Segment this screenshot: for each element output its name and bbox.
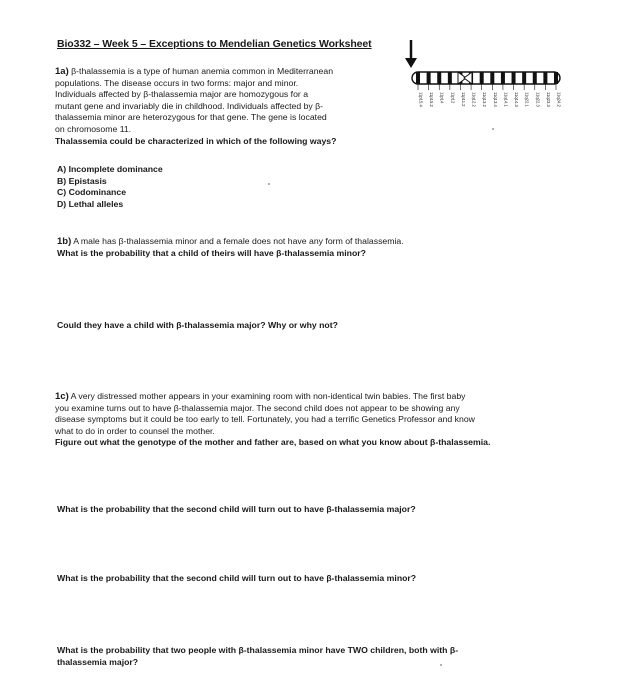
band-label: 11p11.2 (460, 92, 466, 107)
chromosome-band (512, 72, 516, 84)
question-1a-line: populations. The disease occurs in two forms: major and minor. (55, 77, 299, 88)
question-number: 1c) (55, 391, 69, 402)
scan-speck (440, 664, 442, 666)
band-label: 11q14.3 (514, 92, 520, 107)
question-1c-line: disease symptoms but it could be too early to tell. Fortunately, you had a terrific Genetics Professor and know (55, 414, 475, 425)
question-second-child-major: What is the probability that the second child will turn out to have β-thalassemia major? (57, 504, 416, 514)
band-label: 11p14 (439, 92, 445, 104)
question-1c-prompt: Figure out what the genotype of the mother and father are, based on what you know about β-thalassemia. (55, 437, 491, 448)
question-1c-line: 1c) A very distressed mother appears in your examining room with non-identical twin babies. The first baby (55, 391, 466, 402)
question-1a-line: 1a) β-thalassemia is a type of human anemia common in Mediterranean (55, 66, 334, 77)
answer-options (57, 164, 163, 210)
page-title: Bio332 – Week 5 – Exceptions to Mendelian Genetics Worksheet (57, 38, 372, 50)
question-1b-prompt: What is the probability that a child of theirs will have β-thalassemia minor? (57, 247, 366, 258)
question-two-children-line: What is the probability that two people with β-thalassemia minor have TWO children, both with β- (57, 645, 459, 655)
question-1a-prompt: Thalassemia could be characterized in which of the following ways? (55, 135, 337, 146)
band-label: 11q22.3 (535, 92, 541, 107)
option-d[interactable]: D) Lethal alleles (57, 198, 124, 209)
arrow-down-icon (405, 40, 417, 68)
question-second-child-minor: What is the probability that the second child will turn out to have β-thalassemia minor? (57, 573, 417, 583)
chromosome-body (412, 72, 560, 84)
question-1b (57, 236, 404, 259)
scan-speck (492, 128, 494, 130)
chromosome-band (501, 72, 505, 84)
chromosome-band (448, 72, 452, 84)
band-label: 11p15.4 (418, 92, 424, 107)
band-label: 11q22.1 (524, 92, 530, 107)
question-1a-line: thalassemia minor are heterozygous for that gene. The gene is located (55, 112, 327, 123)
band-label: 11q12.2 (471, 92, 477, 107)
question-two-children (57, 645, 458, 668)
question-1a (55, 66, 400, 147)
question-number: 1b) (57, 236, 72, 247)
chromosome-band (533, 72, 537, 84)
question-1a-line: mutant gene and invariably die in childhood. Individuals affected by β- (55, 100, 324, 111)
band-label: 11q13.4 (492, 92, 498, 107)
question-1c (55, 391, 490, 449)
chromosome-band (554, 72, 558, 84)
scan-speck (268, 183, 270, 185)
band-label: 11p15.2 (429, 92, 435, 107)
question-1b-followup: Could they have a child with β-thalassemia major? Why or why not? (57, 320, 338, 330)
band-label: 11q13.2 (482, 92, 488, 107)
chromosome-band (543, 72, 547, 84)
band-label: 11q14.1 (503, 92, 509, 107)
band-label: 11q24.2 (556, 92, 562, 107)
chromosome-band (416, 72, 420, 84)
option-a[interactable]: A) Incomplete dominance (57, 164, 163, 174)
band-label: 11q23.3 (545, 92, 551, 107)
question-two-children-line: thalassemia major? (57, 656, 139, 667)
chromosome-band (427, 72, 431, 84)
chromosome-11-ideogram (400, 38, 570, 128)
question-1a-line: Individuals affected by β-thalassemia major are homozygous for a (55, 89, 309, 100)
chromosome-band (490, 72, 494, 84)
option-c[interactable]: C) Codominance (57, 187, 127, 198)
question-1c-line: what to do in order to counsel the mother. (55, 425, 215, 436)
question-number: 1a) (55, 66, 69, 77)
question-1b-line: 1b) A male has β-thalassemia minor and a female does not have any form of thalassemia. (57, 236, 404, 247)
chromosome-band (480, 72, 484, 84)
chromosome-band (522, 72, 526, 84)
option-b[interactable]: B) Epistasis (57, 175, 107, 186)
question-1c-line: you examine turns out to have β-thalassemia major. The second child does not appear to be showing any (55, 402, 460, 413)
chromosome-band (437, 72, 441, 84)
question-1a-line: on chromosome 11. (55, 123, 132, 134)
band-label: 11p12 (450, 92, 456, 104)
